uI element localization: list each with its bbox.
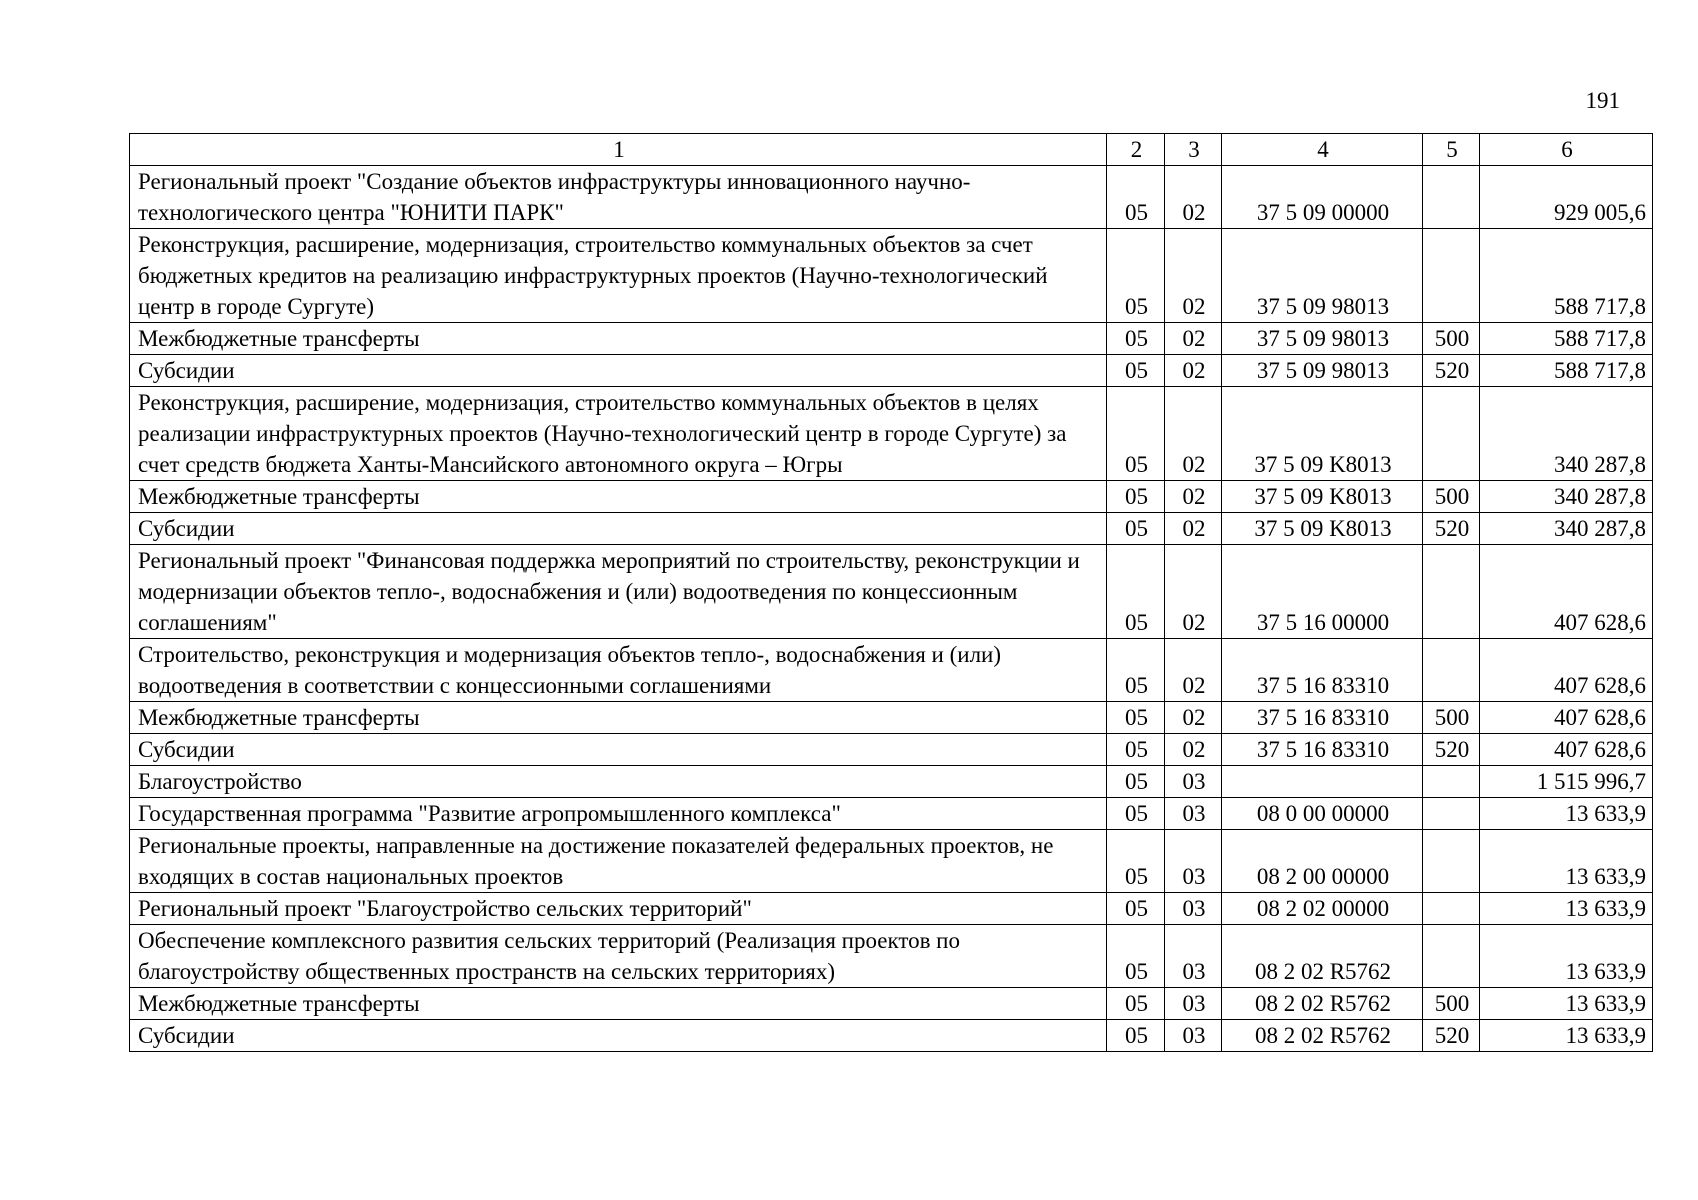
row-name-cell: Региональные проекты, направленные на достижение показателей федеральных проектов, не входящих в состав национальных проектов [130, 830, 1107, 893]
table-row [130, 229, 1653, 323]
row-target-article-cell: 08 2 02 R5762 [1222, 925, 1423, 988]
row-amount-cell: 407 628,6 [1480, 702, 1653, 734]
row-target-article-cell: 37 5 16 00000 [1222, 545, 1423, 639]
row-subsection-cell: 02 [1165, 166, 1222, 229]
row-section-cell: 05 [1107, 166, 1165, 229]
row-expense-type-cell [1423, 229, 1480, 323]
row-section-cell: 05 [1107, 798, 1165, 830]
row-expense-type-cell: 500 [1423, 481, 1480, 513]
row-section-cell: 05 [1107, 355, 1165, 387]
row-expense-type-cell [1423, 166, 1480, 229]
row-section-cell: 05 [1107, 734, 1165, 766]
row-amount-cell: 13 633,9 [1480, 1020, 1653, 1052]
row-target-article-cell: 37 5 09 98013 [1222, 355, 1423, 387]
row-expense-type-cell [1423, 639, 1480, 702]
row-expense-type-cell [1423, 766, 1480, 798]
column-header-1: 1 [130, 134, 1107, 166]
row-expense-type-cell [1423, 545, 1480, 639]
row-name-cell: Субсидии [130, 734, 1107, 766]
row-name-cell: Субсидии [130, 1020, 1107, 1052]
row-section-cell: 05 [1107, 702, 1165, 734]
row-target-article-cell [1222, 766, 1423, 798]
row-target-article-cell: 37 5 09 98013 [1222, 229, 1423, 323]
column-header-4: 4 [1222, 134, 1423, 166]
row-target-article-cell: 37 5 09 K8013 [1222, 513, 1423, 545]
row-target-article-cell: 08 2 02 R5762 [1222, 1020, 1423, 1052]
row-amount-cell: 13 633,9 [1480, 988, 1653, 1020]
row-subsection-cell: 02 [1165, 387, 1222, 481]
table-row [130, 988, 1653, 1020]
row-amount-cell: 588 717,8 [1480, 229, 1653, 323]
row-amount-cell: 13 633,9 [1480, 830, 1653, 893]
row-subsection-cell: 02 [1165, 229, 1222, 323]
row-amount-cell: 407 628,6 [1480, 639, 1653, 702]
row-section-cell: 05 [1107, 545, 1165, 639]
row-subsection-cell: 02 [1165, 702, 1222, 734]
row-expense-type-cell [1423, 893, 1480, 925]
column-header-5: 5 [1423, 134, 1480, 166]
row-section-cell: 05 [1107, 481, 1165, 513]
row-section-cell: 05 [1107, 1020, 1165, 1052]
row-expense-type-cell: 520 [1423, 355, 1480, 387]
row-subsection-cell: 02 [1165, 734, 1222, 766]
table-row [130, 925, 1653, 988]
row-expense-type-cell: 500 [1423, 702, 1480, 734]
row-expense-type-cell [1423, 925, 1480, 988]
row-name-cell: Межбюджетные трансферты [130, 481, 1107, 513]
column-header-2: 2 [1107, 134, 1165, 166]
row-amount-cell: 1 515 996,7 [1480, 766, 1653, 798]
row-name-cell: Благоустройство [130, 766, 1107, 798]
row-amount-cell: 340 287,8 [1480, 387, 1653, 481]
row-name-cell: Региональный проект "Создание объектов инфраструктуры инновационного научно-технологического центра "ЮНИТИ ПАРК" [130, 166, 1107, 229]
row-name-cell: Государственная программа "Развитие агропромышленного комплекса" [130, 798, 1107, 830]
row-subsection-cell: 02 [1165, 355, 1222, 387]
row-subsection-cell: 03 [1165, 798, 1222, 830]
row-name-cell: Строительство, реконструкция и модернизация объектов тепло-, водоснабжения и (или) водоотведения в соответствии с концессионными соглашениями [130, 639, 1107, 702]
row-name-cell: Субсидии [130, 355, 1107, 387]
row-target-article-cell: 08 2 02 00000 [1222, 893, 1423, 925]
row-target-article-cell: 08 0 00 00000 [1222, 798, 1423, 830]
row-section-cell: 05 [1107, 988, 1165, 1020]
row-amount-cell: 588 717,8 [1480, 323, 1653, 355]
row-amount-cell: 13 633,9 [1480, 893, 1653, 925]
table-row [130, 166, 1653, 229]
table-row [130, 323, 1653, 355]
column-header-3: 3 [1165, 134, 1222, 166]
row-target-article-cell: 08 2 02 R5762 [1222, 988, 1423, 1020]
row-section-cell: 05 [1107, 893, 1165, 925]
row-section-cell: 05 [1107, 639, 1165, 702]
table-row [130, 702, 1653, 734]
row-section-cell: 05 [1107, 766, 1165, 798]
row-subsection-cell: 02 [1165, 513, 1222, 545]
row-target-article-cell: 37 5 09 00000 [1222, 166, 1423, 229]
row-name-cell: Субсидии [130, 513, 1107, 545]
row-section-cell: 05 [1107, 323, 1165, 355]
row-expense-type-cell: 500 [1423, 323, 1480, 355]
row-section-cell: 05 [1107, 830, 1165, 893]
table-row [130, 513, 1653, 545]
row-target-article-cell: 08 2 00 00000 [1222, 830, 1423, 893]
table-row [130, 639, 1653, 702]
row-expense-type-cell [1423, 798, 1480, 830]
row-amount-cell: 13 633,9 [1480, 925, 1653, 988]
row-expense-type-cell: 520 [1423, 513, 1480, 545]
row-amount-cell: 588 717,8 [1480, 355, 1653, 387]
row-target-article-cell: 37 5 16 83310 [1222, 734, 1423, 766]
row-subsection-cell: 03 [1165, 1020, 1222, 1052]
row-expense-type-cell: 500 [1423, 988, 1480, 1020]
row-section-cell: 05 [1107, 513, 1165, 545]
row-name-cell: Реконструкция, расширение, модернизация, строительство коммунальных объектов за счет бюджетных кредитов на реализацию инфраструктурных проектов (Научно-технологический центр в городе Сургуте) [130, 229, 1107, 323]
row-expense-type-cell [1423, 830, 1480, 893]
row-target-article-cell: 37 5 09 K8013 [1222, 481, 1423, 513]
row-name-cell: Региональный проект "Финансовая поддержка мероприятий по строительству, реконструкции и модернизации объектов тепло-, водоснабжения и (или) водоотведения по концессионным соглашениям" [130, 545, 1107, 639]
row-subsection-cell: 02 [1165, 323, 1222, 355]
row-section-cell: 05 [1107, 387, 1165, 481]
row-name-cell: Региональный проект "Благоустройство сельских территорий" [130, 893, 1107, 925]
row-subsection-cell: 02 [1165, 639, 1222, 702]
table-row [130, 830, 1653, 893]
column-header-6: 6 [1480, 134, 1653, 166]
row-subsection-cell: 03 [1165, 925, 1222, 988]
row-amount-cell: 340 287,8 [1480, 513, 1653, 545]
table-row [130, 893, 1653, 925]
row-target-article-cell: 37 5 09 K8013 [1222, 387, 1423, 481]
row-name-cell: Межбюджетные трансферты [130, 988, 1107, 1020]
table-row [130, 798, 1653, 830]
table-row [130, 387, 1653, 481]
table-row [130, 355, 1653, 387]
row-target-article-cell: 37 5 09 98013 [1222, 323, 1423, 355]
row-amount-cell: 340 287,8 [1480, 481, 1653, 513]
table-row [130, 545, 1653, 639]
row-subsection-cell: 03 [1165, 988, 1222, 1020]
table-row [130, 1020, 1653, 1052]
row-expense-type-cell: 520 [1423, 1020, 1480, 1052]
row-name-cell: Реконструкция, расширение, модернизация, строительство коммунальных объектов в целях реализации инфраструктурных проектов (Научно-технологический центр в городе Сургуте) за счет средств бюджета Ханты-Мансийского автономного округа – Югры [130, 387, 1107, 481]
row-amount-cell: 407 628,6 [1480, 734, 1653, 766]
row-subsection-cell: 03 [1165, 830, 1222, 893]
row-subsection-cell: 02 [1165, 481, 1222, 513]
row-expense-type-cell: 520 [1423, 734, 1480, 766]
row-name-cell: Межбюджетные трансферты [130, 323, 1107, 355]
row-subsection-cell: 02 [1165, 545, 1222, 639]
row-name-cell: Обеспечение комплексного развития сельских территорий (Реализация проектов по благоустройству общественных пространств на сельских территориях) [130, 925, 1107, 988]
row-subsection-cell: 03 [1165, 893, 1222, 925]
row-amount-cell: 13 633,9 [1480, 798, 1653, 830]
row-amount-cell: 407 628,6 [1480, 545, 1653, 639]
table-row [130, 734, 1653, 766]
row-subsection-cell: 03 [1165, 766, 1222, 798]
table-header-row [130, 134, 1653, 166]
row-section-cell: 05 [1107, 925, 1165, 988]
table-body [130, 166, 1653, 1052]
row-target-article-cell: 37 5 16 83310 [1222, 639, 1423, 702]
page-number: 191 [1585, 88, 1620, 113]
table-row [130, 766, 1653, 798]
row-amount-cell: 929 005,6 [1480, 166, 1653, 229]
row-expense-type-cell [1423, 387, 1480, 481]
budget-table [129, 133, 1653, 1052]
row-section-cell: 05 [1107, 229, 1165, 323]
row-target-article-cell: 37 5 16 83310 [1222, 702, 1423, 734]
table-row [130, 481, 1653, 513]
row-name-cell: Межбюджетные трансферты [130, 702, 1107, 734]
